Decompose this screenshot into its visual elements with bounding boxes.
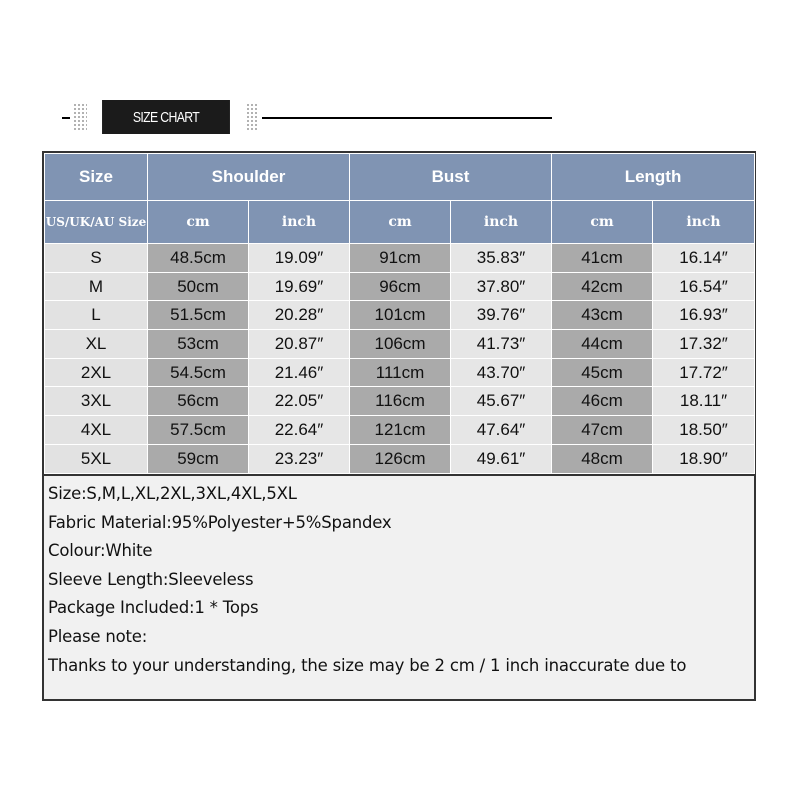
cell-bust-cm: 121cm xyxy=(350,416,451,445)
cell-size: 4XL xyxy=(45,416,148,445)
col-header-shoulder: Shoulder xyxy=(148,154,350,201)
cell-length-inch: 18.50″ xyxy=(653,416,755,445)
unit-length-cm: cm xyxy=(552,201,653,244)
cell-bust-cm: 106cm xyxy=(350,330,451,359)
cell-length-inch: 18.90″ xyxy=(653,444,755,473)
cell-length-inch: 18.11″ xyxy=(653,387,755,416)
cell-length-cm: 48cm xyxy=(552,444,653,473)
cell-length-cm: 42cm xyxy=(552,272,653,301)
cell-bust-inch: 41.73″ xyxy=(451,330,552,359)
cell-shoulder-cm: 59cm xyxy=(148,444,249,473)
col-header-length: Length xyxy=(552,154,755,201)
unit-length-inch: inch xyxy=(653,201,755,244)
cell-length-cm: 46cm xyxy=(552,387,653,416)
table-row xyxy=(45,244,755,273)
cell-shoulder-cm: 51.5cm xyxy=(148,301,249,330)
cell-bust-inch: 43.70″ xyxy=(451,358,552,387)
cell-shoulder-inch: 22.64″ xyxy=(249,416,350,445)
cell-length-inch: 17.32″ xyxy=(653,330,755,359)
unit-shoulder-cm: cm xyxy=(148,201,249,244)
cell-bust-cm: 91cm xyxy=(350,244,451,273)
table-row xyxy=(45,272,755,301)
cell-shoulder-inch: 19.09″ xyxy=(249,244,350,273)
table-row xyxy=(45,301,755,330)
cell-bust-inch: 45.67″ xyxy=(451,387,552,416)
cell-shoulder-inch: 21.46″ xyxy=(249,358,350,387)
cell-bust-inch: 39.76″ xyxy=(451,301,552,330)
cell-shoulder-cm: 48.5cm xyxy=(148,244,249,273)
table-row xyxy=(45,444,755,473)
cell-shoulder-cm: 50cm xyxy=(148,272,249,301)
table-row xyxy=(45,416,755,445)
size-chart-header xyxy=(0,96,800,140)
cell-size: S xyxy=(45,244,148,273)
col-subheader-size: US/UK/AU Size xyxy=(45,201,148,244)
col-header-bust: Bust xyxy=(350,154,552,201)
note-sleeve: Sleeve Length:Sleeveless xyxy=(48,569,254,589)
cell-size: XL xyxy=(45,330,148,359)
cell-shoulder-inch: 20.87″ xyxy=(249,330,350,359)
cell-bust-cm: 126cm xyxy=(350,444,451,473)
cell-bust-cm: 111cm xyxy=(350,358,451,387)
note-colour: Colour:White xyxy=(48,541,153,561)
table-row xyxy=(45,330,755,359)
cell-length-inch: 16.93″ xyxy=(653,301,755,330)
cell-length-cm: 41cm xyxy=(552,244,653,273)
cell-shoulder-cm: 56cm xyxy=(148,387,249,416)
cell-shoulder-cm: 57.5cm xyxy=(148,416,249,445)
note-package: Package Included:1 * Tops xyxy=(48,598,259,618)
table-row xyxy=(45,387,755,416)
cell-bust-inch: 35.83″ xyxy=(451,244,552,273)
cell-length-cm: 44cm xyxy=(552,330,653,359)
col-header-size: Size xyxy=(45,154,148,201)
header-dots-right xyxy=(246,103,258,131)
cell-size: 5XL xyxy=(45,444,148,473)
cell-length-inch: 16.14″ xyxy=(653,244,755,273)
cell-size: L xyxy=(45,301,148,330)
cell-bust-inch: 49.61″ xyxy=(451,444,552,473)
note-accuracy: Thanks to your understanding, the size may be 2 cm / 1 inch inaccurate due to xyxy=(48,655,687,675)
cell-shoulder-inch: 20.28″ xyxy=(249,301,350,330)
table-row xyxy=(45,358,755,387)
cell-size: M xyxy=(45,272,148,301)
cell-length-cm: 43cm xyxy=(552,301,653,330)
cell-bust-cm: 96cm xyxy=(350,272,451,301)
size-chart-title: SIZE CHART xyxy=(102,100,230,134)
note-fabric: Fabric Material:95%Polyester+5%Spandex xyxy=(48,512,392,532)
cell-shoulder-cm: 54.5cm xyxy=(148,358,249,387)
product-notes xyxy=(44,474,754,699)
unit-bust-cm: cm xyxy=(350,201,451,244)
header-rule-line xyxy=(262,117,552,119)
unit-bust-inch: inch xyxy=(451,201,552,244)
note-please-note: Please note: xyxy=(48,626,148,646)
cell-shoulder-inch: 23.23″ xyxy=(249,444,350,473)
cell-length-inch: 17.72″ xyxy=(653,358,755,387)
table-header-row xyxy=(45,154,755,201)
cell-bust-cm: 116cm xyxy=(350,387,451,416)
header-dots-left xyxy=(73,103,87,131)
note-sizes: Size:S,M,L,XL,2XL,3XL,4XL,5XL xyxy=(48,484,297,503)
table-unit-row xyxy=(45,201,755,244)
cell-bust-cm: 101cm xyxy=(350,301,451,330)
cell-shoulder-inch: 22.05″ xyxy=(249,387,350,416)
cell-length-cm: 47cm xyxy=(552,416,653,445)
cell-length-cm: 45cm xyxy=(552,358,653,387)
cell-bust-inch: 47.64″ xyxy=(451,416,552,445)
size-table xyxy=(44,153,755,474)
cell-size: 3XL xyxy=(45,387,148,416)
unit-shoulder-inch: inch xyxy=(249,201,350,244)
header-dash xyxy=(62,117,70,119)
cell-bust-inch: 37.80″ xyxy=(451,272,552,301)
cell-shoulder-cm: 53cm xyxy=(148,330,249,359)
cell-shoulder-inch: 19.69″ xyxy=(249,272,350,301)
cell-length-inch: 16.54″ xyxy=(653,272,755,301)
size-chart-frame xyxy=(42,151,756,701)
cell-size: 2XL xyxy=(45,358,148,387)
